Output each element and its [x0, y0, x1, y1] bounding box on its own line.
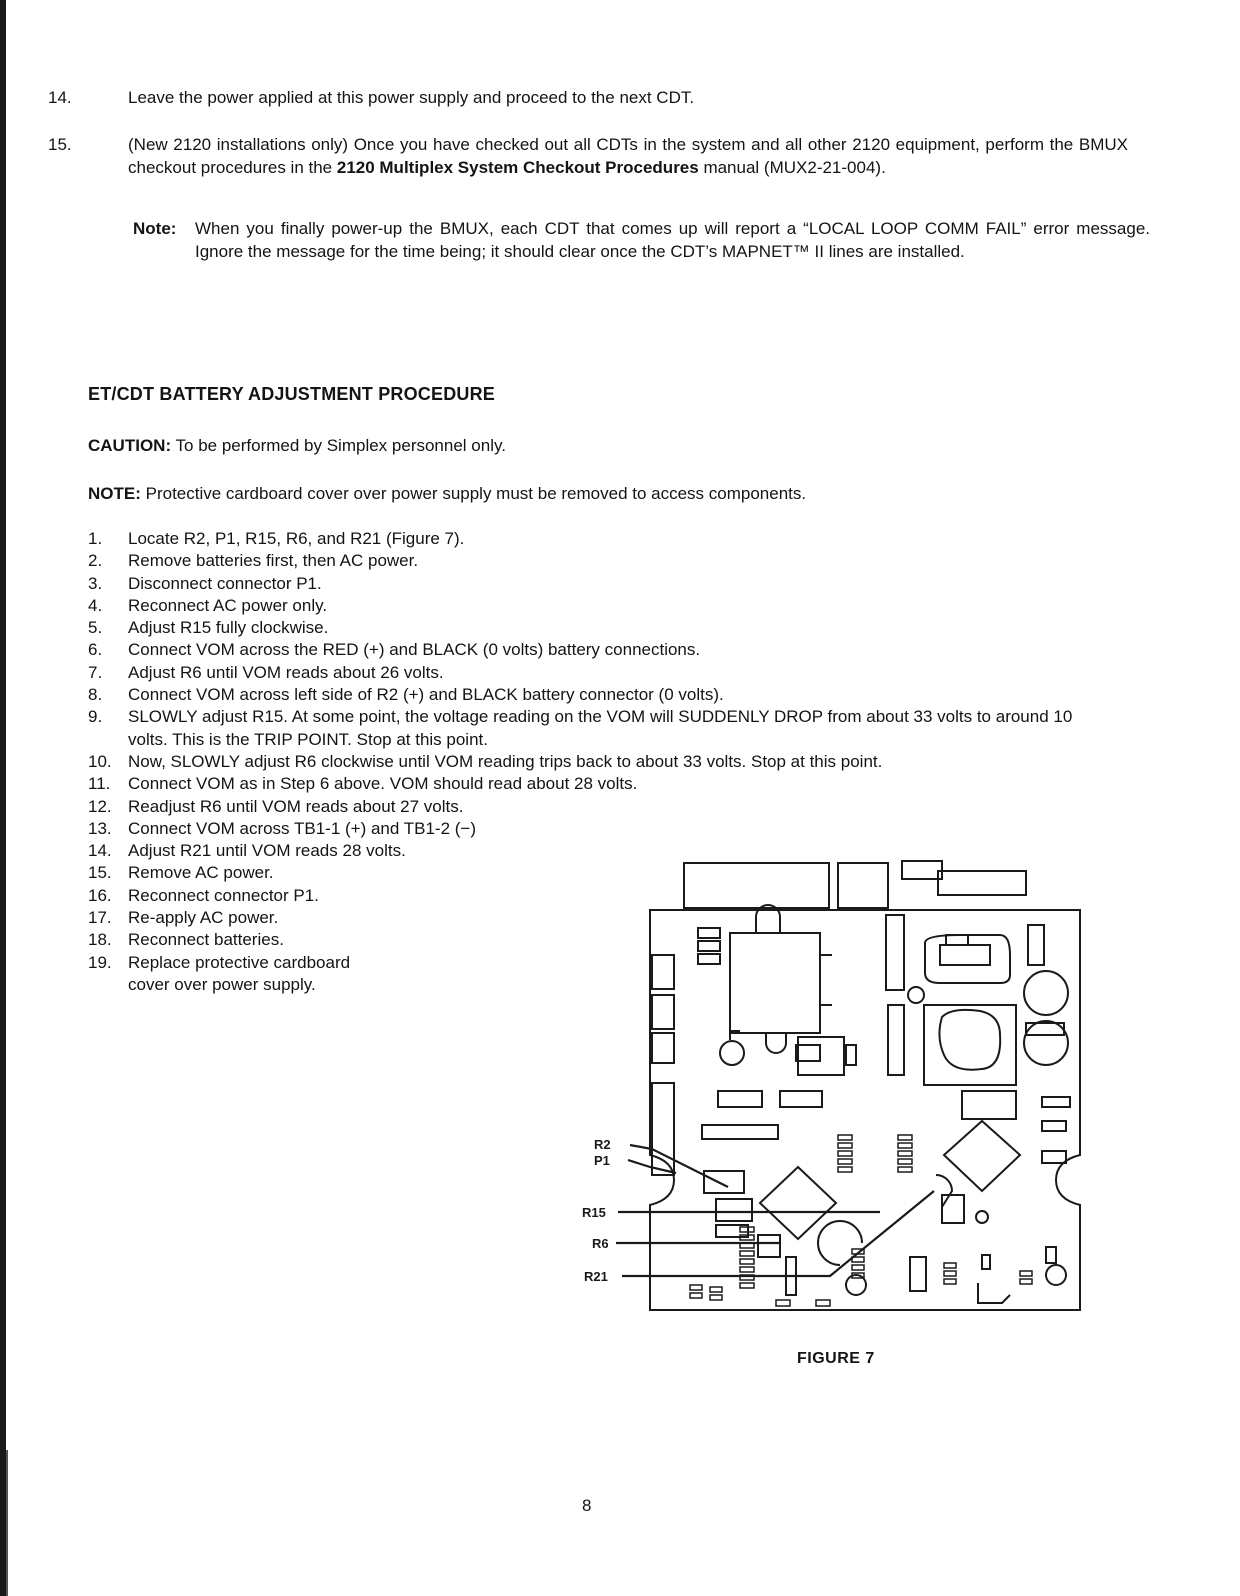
- step-text: Now, SLOWLY adjust R6 clockwise until VOM reading trips back to about 33 volts. Stop at this point.: [128, 751, 883, 771]
- procedure-step: [88, 796, 1088, 818]
- step-number: 8.: [88, 685, 103, 705]
- label-r2: R2: [594, 1137, 611, 1152]
- step-text: Adjust R6 until VOM reads about 26 volts.: [128, 662, 444, 682]
- r21-leader: [622, 1191, 934, 1276]
- step-15-item: [48, 133, 1128, 179]
- procedure-step: [88, 528, 1088, 550]
- procedure-step: [88, 617, 1088, 639]
- step-number: 15.: [88, 863, 112, 883]
- caution-label: CAUTION:: [88, 436, 172, 455]
- step-text: Disconnect connector P1.: [128, 573, 322, 593]
- procedure-step: [88, 751, 1088, 773]
- top-connector-block: [684, 863, 829, 908]
- step-number: 4.: [88, 595, 103, 615]
- step-text: Adjust R21 until VOM reads 28 volts.: [128, 841, 406, 861]
- caution-text: To be performed by Simplex personnel only.: [175, 436, 506, 455]
- label-p1: P1: [594, 1153, 610, 1168]
- step-text: Connect VOM across the RED (+) and BLACK (0 volts) battery connections.: [128, 640, 701, 660]
- procedure-step: [88, 706, 1088, 751]
- step-14-number: 14.: [48, 88, 72, 107]
- procedure-step: [88, 818, 1088, 840]
- step-number: 5.: [88, 618, 103, 638]
- procedure-step: [88, 550, 1088, 572]
- procedure-step: [88, 595, 1088, 617]
- section-heading: ET/CDT BATTERY ADJUSTMENT PROCEDURE: [88, 384, 496, 404]
- note-text: When you finally power-up the BMUX, each CDT that comes up will report a “LOCAL LOOP COMM FAIL” error message. Ignore the message for the time being; it should clear once the CDT’s MAPNET™ II lines are installed.: [195, 219, 1150, 261]
- procedure-step: [88, 684, 1088, 706]
- step-text: Re-apply AC power.: [128, 908, 279, 928]
- step-number: 1.: [88, 529, 103, 548]
- step-text: Remove batteries first, then AC power.: [128, 551, 419, 571]
- step-number: 14.: [88, 841, 112, 861]
- step-text: SLOWLY adjust R15. At some point, the voltage reading on the VOM will SUDDENLY DROP from about 33 volts to around 10 volts. This is the TRIP POINT. Stop at this point.: [128, 707, 1073, 749]
- label-r6: R6: [592, 1236, 609, 1251]
- procedure-step: [88, 662, 1088, 684]
- step-text: Readjust R6 until VOM reads about 27 volts.: [128, 796, 464, 816]
- step-number: 10.: [88, 751, 112, 771]
- bmux-note: [133, 217, 1150, 263]
- step-number: 2.: [88, 551, 103, 571]
- cardboard-note-line: [88, 484, 806, 504]
- step-number: 16.: [88, 885, 112, 905]
- label-r15: R15: [582, 1205, 606, 1220]
- step-number: 7.: [88, 662, 103, 682]
- step-number: 17.: [88, 908, 112, 928]
- page-binding-edge-lower: [6, 1450, 8, 1596]
- step-text: Reconnect connector P1.: [128, 885, 319, 905]
- top-connector-small: [838, 863, 888, 908]
- step-15-number: 15.: [48, 135, 72, 154]
- caution-line: [88, 436, 506, 456]
- step-number: 11.: [88, 774, 111, 794]
- procedure-step: [88, 773, 1088, 795]
- step-text: Connect VOM across TB1-1 (+) and TB1-2 (−): [128, 818, 477, 838]
- top-header: [902, 861, 942, 879]
- step-text: Replace protective cardboard cover over power supply.: [128, 952, 351, 994]
- step-number: 12.: [88, 796, 112, 816]
- note-label: Note:: [133, 219, 177, 238]
- label-r21: R21: [584, 1269, 608, 1284]
- step-15-text-before: (New 2120 installations only) Once you have checked out all CDTs in the system and all other 2120 equipment, perform the BMUX checkout procedures in the: [128, 135, 1128, 177]
- figure-7-circuit-board: [580, 855, 1100, 1325]
- step-number: 3.: [88, 573, 103, 593]
- procedure-step: [88, 639, 1088, 661]
- page-number: 8: [582, 1496, 592, 1515]
- step-text: Adjust R15 fully clockwise.: [128, 618, 329, 638]
- step-text: Reconnect AC power only.: [128, 595, 328, 615]
- step-text: Reconnect batteries.: [128, 930, 284, 950]
- r15-pot: [716, 1199, 752, 1221]
- step-number: 19.: [88, 952, 112, 972]
- step-text: Remove AC power.: [128, 863, 274, 883]
- step-text: Connect VOM across left side of R2 (+) and BLACK battery connector (0 volts).: [128, 685, 724, 705]
- cardboard-note-label: NOTE:: [88, 484, 141, 503]
- top-right-connector: [938, 871, 1026, 895]
- cardboard-note-text: Protective cardboard cover over power supply must be removed to access components.: [145, 484, 807, 503]
- step-number: 6.: [88, 640, 103, 660]
- step-number: 9.: [88, 707, 103, 727]
- figure-caption: FIGURE 7: [797, 1350, 875, 1367]
- step-text: Locate R2, P1, R15, R6, and R21 (Figure 7).: [128, 529, 465, 548]
- manual-title: 2120 Multiplex System Checkout Procedures: [336, 158, 699, 177]
- procedure-step: [88, 573, 1088, 595]
- step-text: Connect VOM as in Step 6 above. VOM should read about 28 volts.: [128, 774, 638, 794]
- transformer: [730, 933, 820, 1033]
- step-14-text: Leave the power applied at this power supply and proceed to the next CDT.: [128, 88, 695, 107]
- step-number: 18.: [88, 930, 112, 950]
- page-binding-edge: [0, 0, 6, 1596]
- step-15-text-after: manual (MUX2-21-004).: [698, 158, 886, 177]
- step-14-item: [48, 86, 1128, 109]
- step-number: 13.: [88, 818, 112, 838]
